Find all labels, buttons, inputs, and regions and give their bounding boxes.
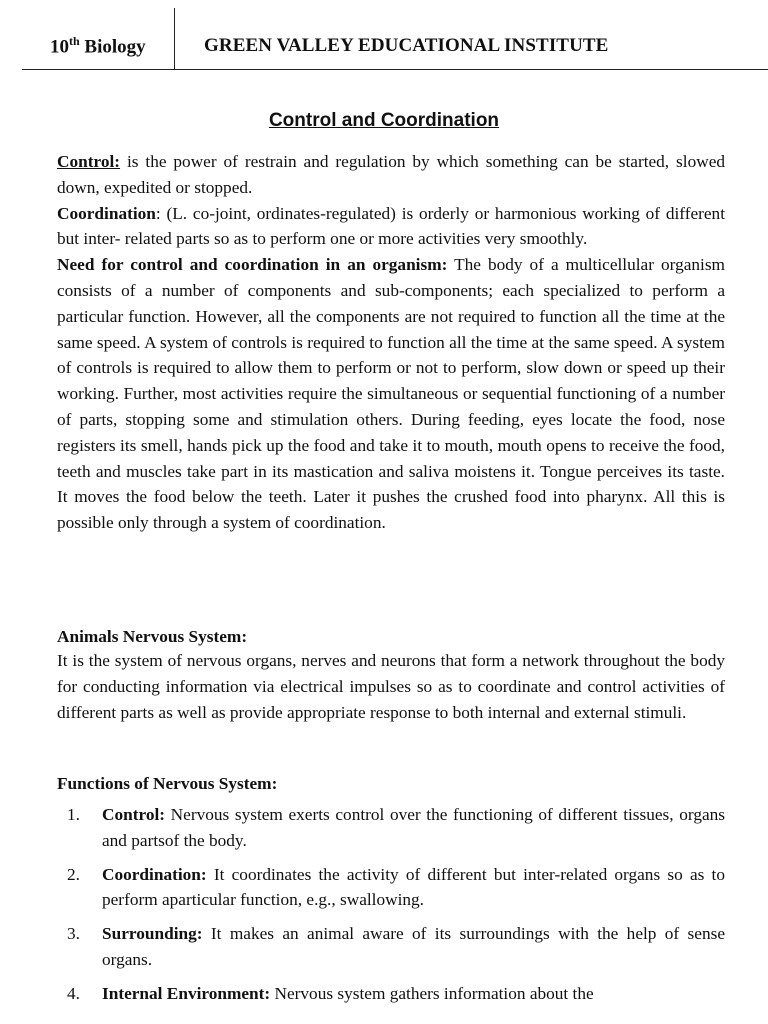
definitions-block (57, 149, 725, 536)
functions-list (57, 802, 725, 1015)
header-divider (174, 8, 175, 69)
coordination-text: : (L. co-joint, ordinates-regulated) is orderly or harmonious working of different but inter- related parts so as to perform one or more activities very smoothly. (57, 203, 725, 249)
list-item (57, 921, 725, 973)
grade-number: 10 (50, 36, 69, 58)
control-text: is the power of restrain and regulation by which something can be started, slowed down, expedited or stopped. (57, 152, 725, 197)
list-term: Coordination: (102, 864, 207, 884)
list-item (57, 802, 725, 854)
list-text: It coordinates the activity of different but inter-related organs so as to perform aparticular function, e.g., swallowing. (102, 864, 725, 910)
header-subject (50, 34, 146, 58)
control-definition (57, 149, 725, 201)
need-heading: Need for control and coordination in an organism: (57, 255, 448, 275)
coordination-definition (57, 201, 725, 253)
list-item (57, 981, 725, 1007)
list-term: Internal Environment: (102, 983, 271, 1003)
subject-name: Biology (84, 36, 146, 58)
list-number: 1. (67, 805, 80, 824)
list-number: 4. (67, 983, 80, 1003)
list-number: 3. (67, 924, 80, 944)
list-number: 2. (67, 864, 80, 884)
institute-name: GREEN VALLEY EDUCATIONAL INSTITUTE (204, 35, 609, 56)
list-text: It makes an animal aware of its surroundings with the help of sense organs. (102, 924, 725, 969)
list-item (57, 862, 725, 914)
animals-nervous-system-heading: Animals Nervous System: (57, 627, 248, 646)
control-term: Control: (57, 152, 121, 171)
need-text: The body of a multicellular organism consists of a number of components and sub-components; each specialized to perform a particular function. However, all the components are not required to function all the time at the same speed. A system of controls is required to function all the time at the same speed. A system of controls is required to allow them to perform or not to perform, slow down or speed up their working. Further, most activities require the simultaneous or sequential functioning of a number of parts, stopping some and stimulation others. During feeding, eyes locate the food, nose registers its smell, hands pick up the food and take it to mouth, mouth opens to receive the food, teeth and muscles take part in its mastication and saliva moistens it. Tongue perceives its taste. It moves the food below the teeth. Later it pushes the crushed food into pharynx. All this is possible only through a system of coordination. (57, 255, 726, 533)
functions-heading: Functions of Nervous System: (57, 774, 278, 793)
page-header (0, 0, 768, 70)
list-text: Nervous system gathers information about the (270, 983, 594, 1003)
page-title: Control and Coordination (268, 110, 500, 131)
grade-suffix: th (69, 34, 80, 48)
need-paragraph (57, 252, 725, 536)
list-term: Surrounding: (102, 924, 203, 944)
list-term: Control: (102, 805, 166, 824)
animals-nervous-system-text: It is the system of nervous organs, nerves and neurons that form a network throughout the body for conducting information via electrical impulses so as to coordinate and control activities of different parts as well as provide appropriate response to both internal and external stimuli. (57, 651, 725, 722)
coordination-term: Coordination (57, 203, 156, 223)
list-text: Nervous system exerts control over the functioning of different tissues, organs and partsof the body. (102, 805, 725, 850)
header-rule (22, 69, 768, 70)
